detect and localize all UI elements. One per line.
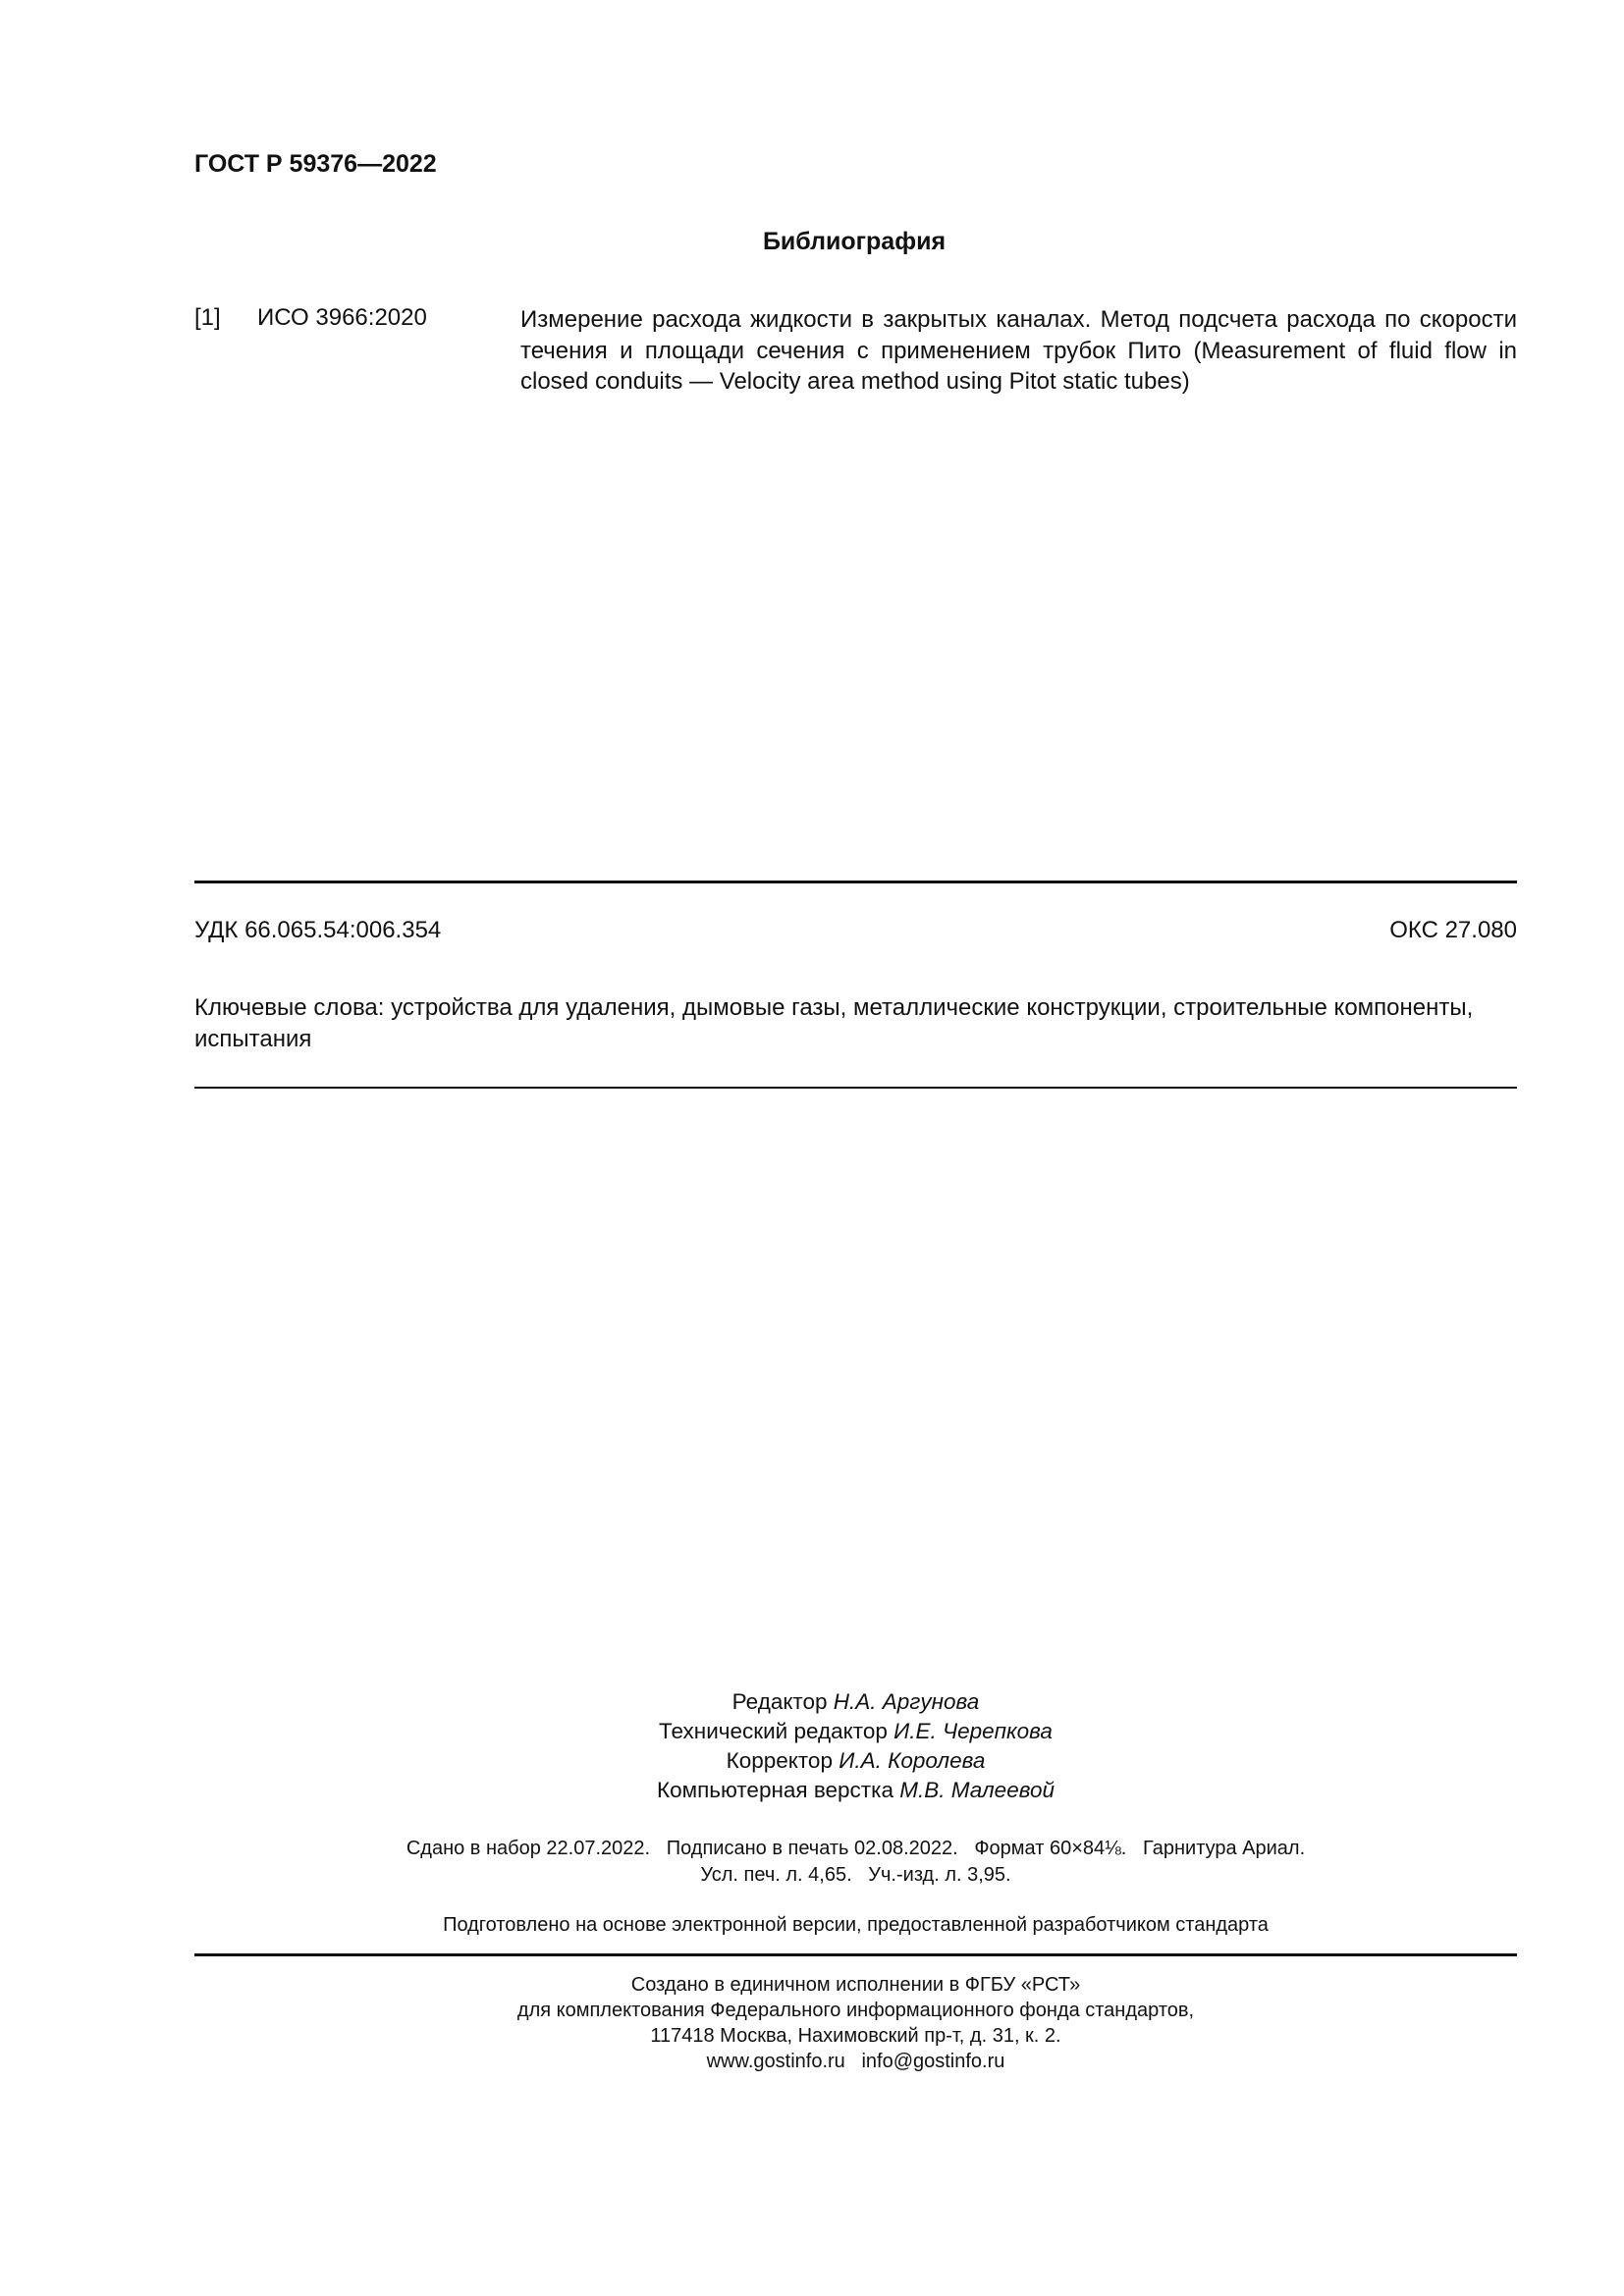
oks-code: ОКС 27.080 <box>1389 917 1517 943</box>
imprint-line: 117418 Москва, Нахимовский пр-т, д. 31, к. 2. <box>650 2025 1061 2047</box>
publishing-line: Усл. печ. л. 4,65. Уч.-изд. л. 3,95. <box>700 1864 1011 1886</box>
publishing-info <box>194 1836 1517 1889</box>
editor-line: Компьютерная верстка М.В. Малеевой <box>657 1778 1055 1802</box>
bibliography-title: Библиография <box>762 228 947 255</box>
divider-middle <box>194 1087 1517 1089</box>
editor-line: Технический редактор И.Е. Черепкова <box>659 1719 1053 1743</box>
editor-line: Корректор И.А. Королева <box>726 1748 986 1773</box>
imprint-block <box>194 1972 1517 2074</box>
editors-block <box>194 1687 1517 1805</box>
imprint-line: для комплектования Федерального информационного фонда стандартов, <box>516 2000 1195 2021</box>
divider-bottom <box>194 1953 1517 1956</box>
prepared-note: Подготовлено на основе электронной версии, предоставленной разработчиком стандарта <box>443 1914 1269 1936</box>
reference-text: Измерение расхода жидкости в закрытых каналах. Метод подсчета расхода по скорости течения и площади сечения с применением трубок Пито (Measurement of fluid flow in closed conduits — Velocity area method using Pitot static tubes) <box>520 306 1517 395</box>
imprint-line: Создано в единичном исполнении в ФГБУ «РСТ» <box>630 1974 1081 1996</box>
keywords: Ключевые слова: устройства для удаления, дымовые газы, металлические конструкции, строительные компоненты, испытания <box>194 994 1474 1052</box>
imprint-line: www.gostinfo.ru info@gostinfo.ru <box>706 2051 1005 2072</box>
publishing-line: Сдано в набор 22.07.2022. Подписано в печать 02.08.2022. Формат 60×84⅛. Гарнитура Ариал. <box>406 1838 1306 1859</box>
reference-number: [1] <box>194 304 221 331</box>
reference-code: ИСО 3966:2020 <box>257 304 427 331</box>
divider-top <box>194 881 1517 883</box>
udk-code: УДК 66.065.54:006.354 <box>194 917 442 943</box>
document-code: ГОСТ Р 59376—2022 <box>194 150 437 178</box>
editor-line: Редактор Н.А. Аргунова <box>731 1689 980 1714</box>
